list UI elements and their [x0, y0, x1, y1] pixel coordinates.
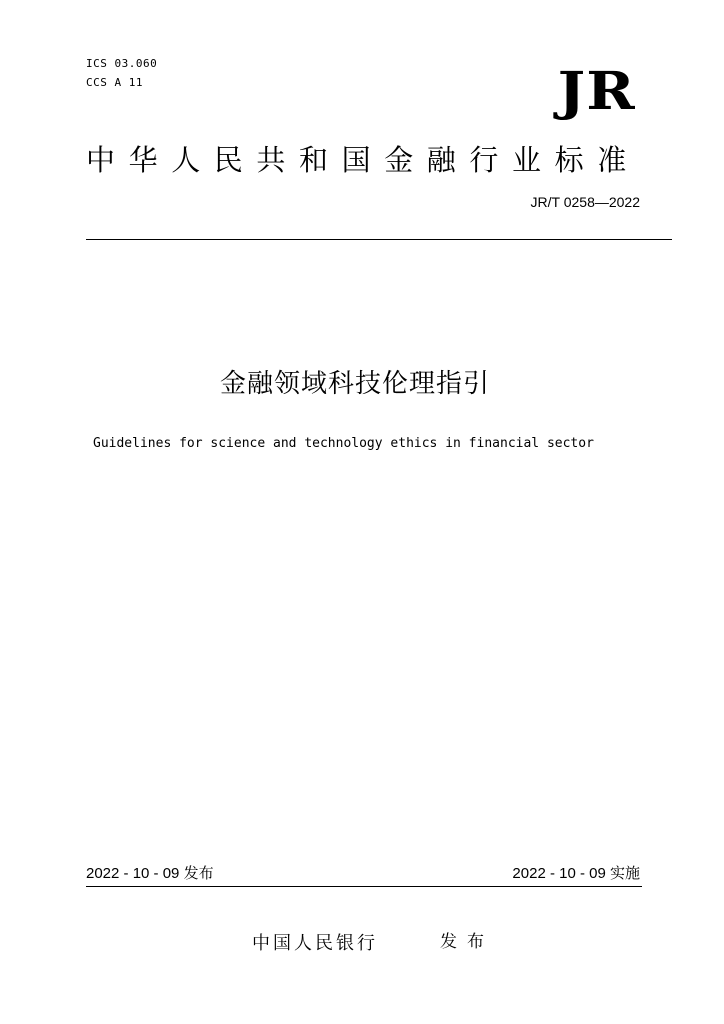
bottom-divider: [86, 886, 642, 887]
publisher-name: 中国人民银行: [252, 933, 378, 954]
implementation-date: 2022 - 10 - 09 实施: [512, 865, 640, 882]
ccs-code: CCS A 11: [86, 76, 143, 89]
top-divider: [86, 239, 672, 240]
ics-code: ICS 03.060: [86, 57, 158, 70]
document-title-chinese: 金融领域科技伦理指引: [219, 369, 490, 399]
jr-logo: JR: [557, 61, 636, 122]
classification-codes: [86, 54, 157, 92]
standard-number: JR/T 0258—2022: [530, 194, 640, 210]
document-title-english: Guidelines for science and technology ethics in financial sector: [93, 436, 594, 451]
publish-label: 发布: [440, 932, 494, 952]
standard-type-heading: 中华人民共和国金融行业标准: [86, 143, 640, 177]
issue-date: 2022 - 10 - 09 发布: [86, 865, 214, 882]
